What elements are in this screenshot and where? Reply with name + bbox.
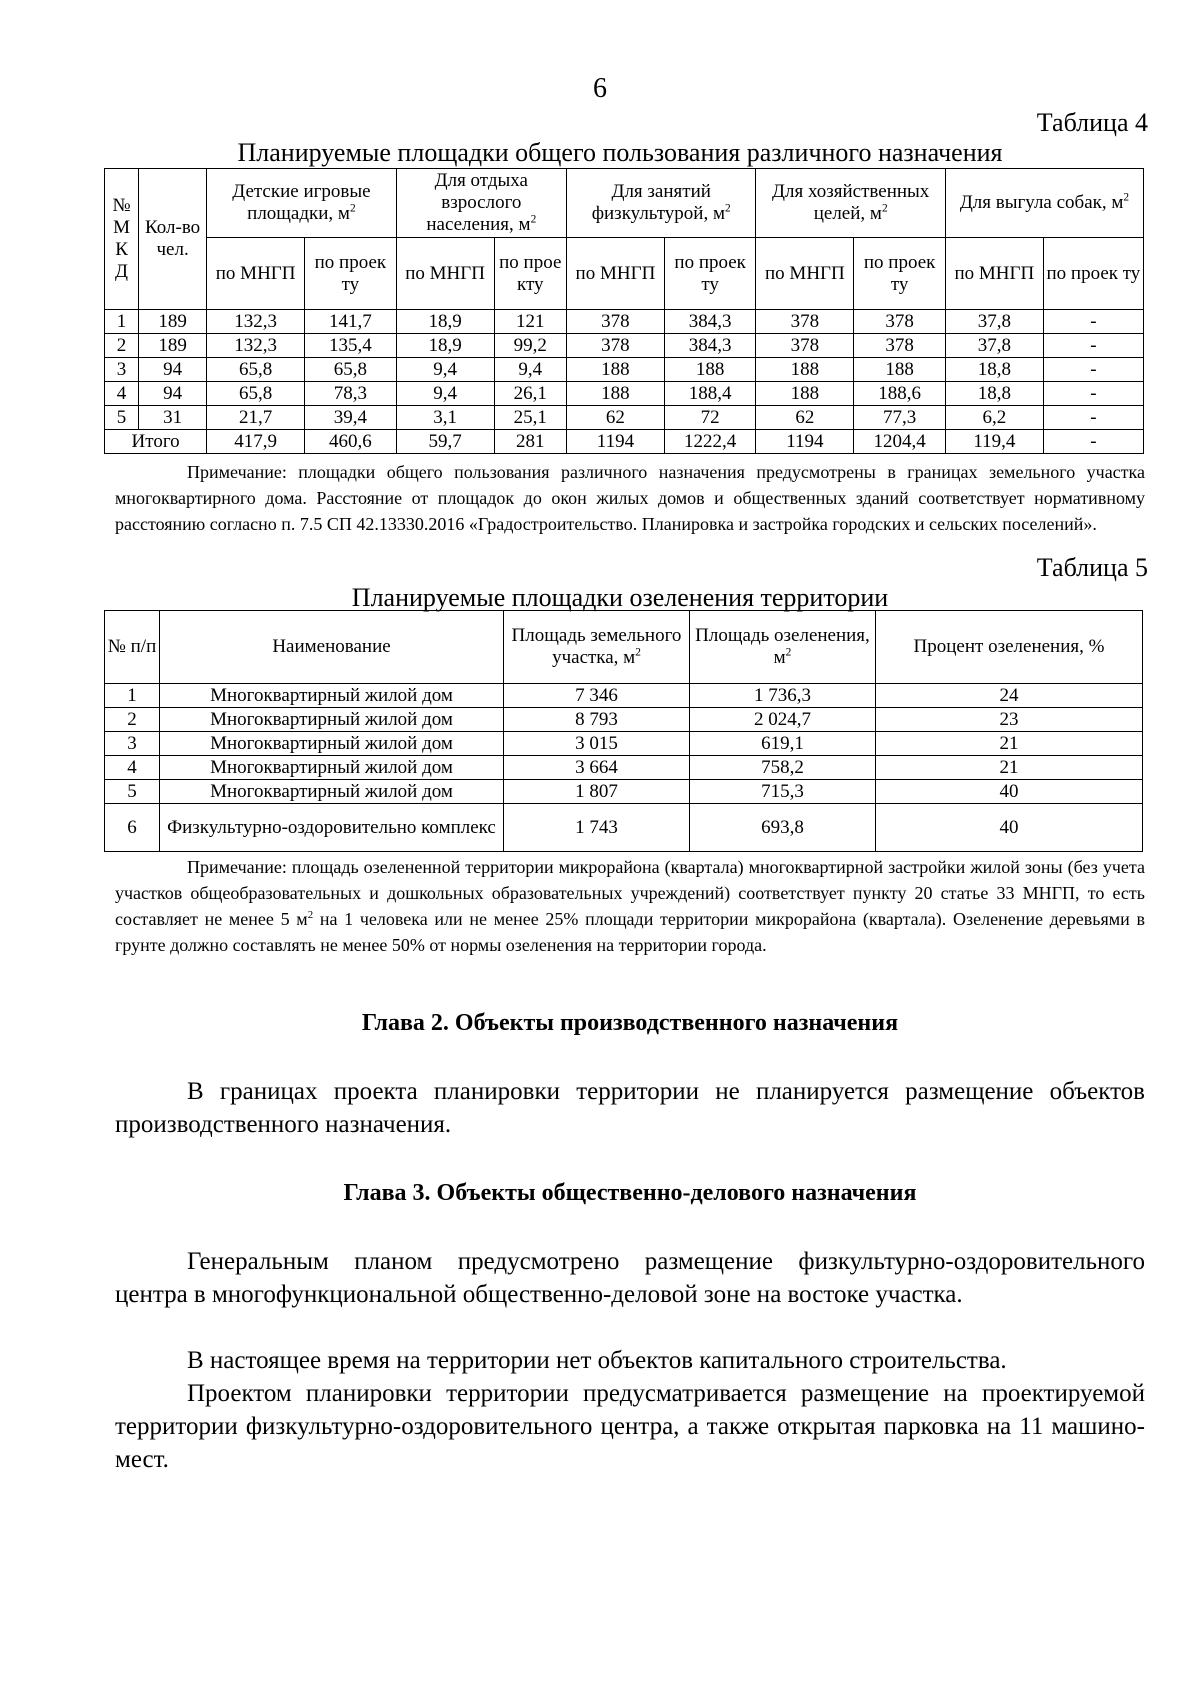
table4-row <box>105 406 1144 430</box>
table4-cell: 9,4 <box>396 358 494 382</box>
table4-cell: 18,8 <box>945 358 1043 382</box>
table5-row <box>105 756 1143 780</box>
table4-cell: - <box>1043 406 1143 430</box>
table4-total-cell: 119,4 <box>945 430 1043 454</box>
table4-group-header: Для выгула собак, $м^2$ <box>945 169 1143 238</box>
table4-cell: 188 <box>854 358 946 382</box>
table4-cell: 188 <box>566 358 664 382</box>
table4-total-row <box>105 430 1144 454</box>
table4-cell: 39,4 <box>305 406 397 430</box>
table4-cell: 132,3 <box>207 334 305 358</box>
table4-cell: 65,8 <box>305 358 397 382</box>
table4-cell: 188,6 <box>854 382 946 406</box>
table4-sub-header: по МНГП <box>566 238 664 310</box>
table4-cell: 378 <box>756 310 854 334</box>
table5-cell: Многоквартирный жилой дом <box>160 684 504 708</box>
table5-cell: 21 <box>876 756 1143 780</box>
table4-cell: - <box>1043 310 1143 334</box>
table4-cell: 18,9 <box>396 310 494 334</box>
chapter3-paragraph-3: Проектом планировки территории предусматривается размещение на проектируемой территории физкультурно-оздоровительного центра, а также открытая парковка на 11 машино-мест. <box>115 1380 1145 1473</box>
table4-total-label: Итого <box>105 430 207 454</box>
table4-total-cell: 1222,4 <box>664 430 756 454</box>
table4-sub-header: по прое кту <box>494 238 566 310</box>
table4-cell: 378 <box>854 334 946 358</box>
table4-cell: 3,1 <box>396 406 494 430</box>
table4-cell: - <box>1043 358 1143 382</box>
table4-cell: 99,2 <box>494 334 566 358</box>
table5-cell: 40 <box>876 780 1143 804</box>
table5-cell: 3 <box>105 732 160 756</box>
table5-cell: 6 <box>105 804 160 852</box>
table5-row <box>105 684 1143 708</box>
table4-sub-header: по проек ту <box>664 238 756 310</box>
table5-cell: 758,2 <box>690 756 876 780</box>
table4-total-cell: 417,9 <box>207 430 305 454</box>
table4-cell: 6,2 <box>945 406 1043 430</box>
table4-sub-header: по МНГП <box>945 238 1043 310</box>
table5-cell: 1 807 <box>504 780 690 804</box>
table4-cell: 9,4 <box>494 358 566 382</box>
table4 <box>104 168 1144 454</box>
table5-cell: 3 015 <box>504 732 690 756</box>
table5-cell: Многоквартирный жилой дом <box>160 732 504 756</box>
table4-cell: 5 <box>105 406 139 430</box>
table4-cell: 189 <box>139 334 207 358</box>
table5-header-no: № п/п <box>105 611 160 684</box>
table4-cell: 37,8 <box>945 334 1043 358</box>
table4-body <box>105 310 1144 454</box>
table5-cell: 40 <box>876 804 1143 852</box>
table4-cell: 384,3 <box>664 334 756 358</box>
table4-cell: 77,3 <box>854 406 946 430</box>
table4-cell: 3 <box>105 358 139 382</box>
table5-cell: 2 <box>105 708 160 732</box>
table4-cell: 65,8 <box>207 382 305 406</box>
table5-row <box>105 708 1143 732</box>
table4-total-cell: 1194 <box>756 430 854 454</box>
table4-sub-header: по проек ту <box>305 238 397 310</box>
table4-cell: - <box>1043 382 1143 406</box>
table4-cell: 378 <box>566 334 664 358</box>
table5-cell: 4 <box>105 756 160 780</box>
table5 <box>104 610 1143 852</box>
table4-cell: 132,3 <box>207 310 305 334</box>
table4-cell: 378 <box>566 310 664 334</box>
table4-sub-header: по проек ту <box>1043 238 1143 310</box>
table4-cell: 31 <box>139 406 207 430</box>
table5-cell: 1 736,3 <box>690 684 876 708</box>
table4-group-header: Для хозяйственных целей, $м^2$ <box>756 169 945 238</box>
table4-header-no: № М К Д <box>105 169 139 310</box>
table5-header-area: Площадь земельного участка, $м^2$ <box>504 611 690 684</box>
table4-cell: 1 <box>105 310 139 334</box>
table4-cell: 25,1 <box>494 406 566 430</box>
table5-cell: 3 664 <box>504 756 690 780</box>
table4-cell: 141,7 <box>305 310 397 334</box>
table4-group-header: Детские игровые площадки, $м^2$ <box>207 169 396 238</box>
table4-cell: 37,8 <box>945 310 1043 334</box>
table4-note: Примечание: площадки общего пользования различного назначения предусмотрены в границах земельного участка многоквартирного дома. Расстояние от площадок до окон жилых домов и общественных зданий соответствует нормативному расстоянию согласно п. 7.5 СП 42.13330.2016 «Градостроительство. Планировка и застройка городских и сельских поселений». <box>115 462 1145 534</box>
table5-cell: Физкультурно-оздоровительно комплекс <box>160 804 504 852</box>
table5-body <box>105 684 1143 852</box>
table4-cell: 94 <box>139 382 207 406</box>
table5-row <box>105 732 1143 756</box>
table4-group-header: Для отдыха взрослого населения, $м^2$ <box>396 169 566 238</box>
table4-cell: 65,8 <box>207 358 305 382</box>
table4-sub-header: по МНГП <box>207 238 305 310</box>
table4-cell: 72 <box>664 406 756 430</box>
table4-title: Планируемые площадки общего пользования различного назначения <box>237 138 1003 167</box>
table5-cell: 5 <box>105 780 160 804</box>
table5-cell: 24 <box>876 684 1143 708</box>
table4-cell: 21,7 <box>207 406 305 430</box>
table4-cell: 18,8 <box>945 382 1043 406</box>
table4-row <box>105 358 1144 382</box>
chapter3-title: Глава 3. Объекты общественно-делового назначения <box>343 1180 917 1206</box>
chapter3-paragraph-2: В настоящее время на территории нет объектов капитального строительства. <box>187 1347 1007 1374</box>
table5-cell: 23 <box>876 708 1143 732</box>
table4-cell: 188 <box>566 382 664 406</box>
table5-cell: 693,8 <box>690 804 876 852</box>
table4-sub-header: по МНГП <box>756 238 854 310</box>
table4-cell: 78,3 <box>305 382 397 406</box>
table4-cell: 62 <box>756 406 854 430</box>
table5-header-name: Наименование <box>160 611 504 684</box>
chapter2-paragraph: В границах проекта планировки территории не планируется размещение объектов производственного назначения. <box>115 1078 1145 1138</box>
table4-cell: 384,3 <box>664 310 756 334</box>
table4-total-cell: 281 <box>494 430 566 454</box>
table4-cell: 4 <box>105 382 139 406</box>
table5-header-percent: Процент озеленения, % <box>876 611 1143 684</box>
table4-cell: 188 <box>756 382 854 406</box>
table5-cell: 715,3 <box>690 780 876 804</box>
table4-cell: 188 <box>756 358 854 382</box>
page-number: 6 <box>593 73 607 104</box>
table4-group-header: Для занятий физкультурой, $м^2$ <box>566 169 755 238</box>
table4-row <box>105 334 1144 358</box>
table5-row <box>105 780 1143 804</box>
table4-total-cell: - <box>1043 430 1143 454</box>
table4-sub-header: по проек ту <box>854 238 946 310</box>
table5-cell: Многоквартирный жилой дом <box>160 708 504 732</box>
table4-cell: 188 <box>664 358 756 382</box>
table5-cell: 1 <box>105 684 160 708</box>
table4-cell: 18,9 <box>396 334 494 358</box>
table4-header-people: Кол-во чел. <box>139 169 207 310</box>
table4-cell: 135,4 <box>305 334 397 358</box>
table4-label: Таблица 4 <box>1036 108 1148 137</box>
table4-cell: 121 <box>494 310 566 334</box>
table4-cell: 189 <box>139 310 207 334</box>
table5-cell: 21 <box>876 732 1143 756</box>
table5-row <box>105 804 1143 852</box>
table5-cell: 619,1 <box>690 732 876 756</box>
table5-cell: Многоквартирный жилой дом <box>160 756 504 780</box>
table4-row <box>105 382 1144 406</box>
table4-cell: 62 <box>566 406 664 430</box>
table5-title: Планируемые площадки озеленения территории <box>351 583 889 612</box>
table4-cell: 2 <box>105 334 139 358</box>
table4-cell: 188,4 <box>664 382 756 406</box>
table5-cell: Многоквартирный жилой дом <box>160 780 504 804</box>
table5-cell: 7 346 <box>504 684 690 708</box>
table5-cell: 2 024,7 <box>690 708 876 732</box>
table5-note: Примечание: площадь озелененной территории микрорайона (квартала) многоквартирной застройки жилой зоны (без учета участков общеобразовательных и дошкольных образовательных учреждений) соответствует пункту 20 статье 33 МНГП, то есть составляет не менее 5 $м^2$ на 1 человека или не менее 25% площади территории микрорайона (квартала). Озеленение деревьями в грунте должно составлять не менее 50% от нормы озеленения на территории города. <box>115 857 1145 955</box>
table4-sub-header: по МНГП <box>396 238 494 310</box>
table5-label: Таблица 5 <box>1036 553 1148 582</box>
table4-cell: 9,4 <box>396 382 494 406</box>
table4-total-cell: 1204,4 <box>854 430 946 454</box>
table5-cell: 1 743 <box>504 804 690 852</box>
table4-total-cell: 59,7 <box>396 430 494 454</box>
table4-cell: - <box>1043 334 1143 358</box>
chapter3-paragraph-1: Генеральным планом предусмотрено размещение физкультурно-оздоровительного центра в многофункциональной общественно-деловой зоне на востоке участка. <box>115 1248 1145 1308</box>
table4-total-cell: 460,6 <box>305 430 397 454</box>
table4-row <box>105 310 1144 334</box>
chapter2-title: Глава 2. Объекты производственного назначения <box>361 1010 899 1036</box>
table4-total-cell: 1194 <box>566 430 664 454</box>
table4-cell: 94 <box>139 358 207 382</box>
table4-cell: 26,1 <box>494 382 566 406</box>
table5-cell: 8 793 <box>504 708 690 732</box>
table4-cell: 378 <box>854 310 946 334</box>
table4-cell: 378 <box>756 334 854 358</box>
table5-header-green-area: Площадь озеленения, $м^2$ <box>690 611 876 684</box>
